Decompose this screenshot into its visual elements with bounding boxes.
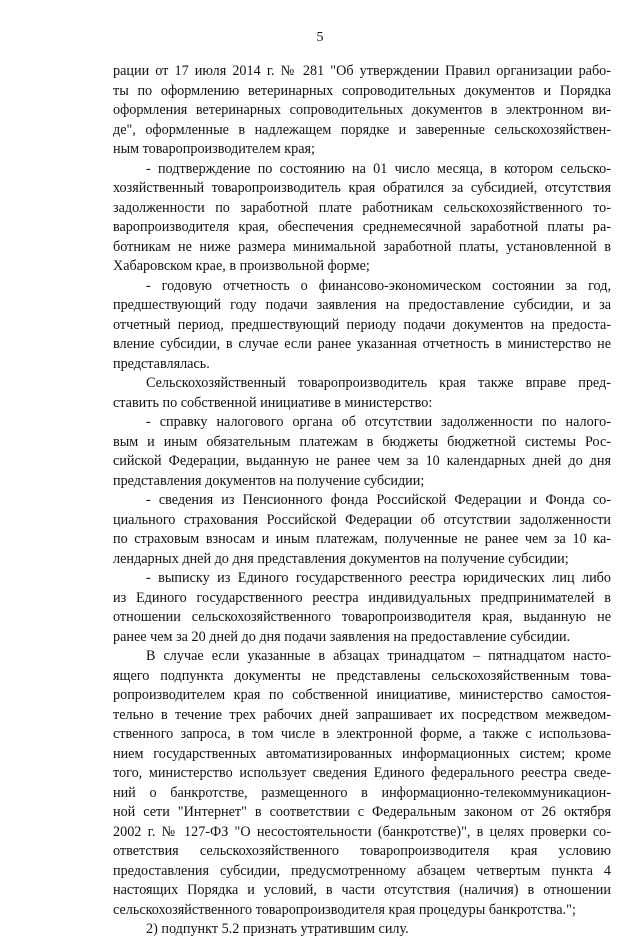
text-line: ящего подпункта документы не представлены сельскохозяйственным това- (113, 667, 611, 684)
text-line: ний о банкротстве, размещенного в информационно-телекоммуникацион- (113, 784, 611, 801)
text-line: ботникам не ниже размера минимальной заработной платы, установленной в (113, 238, 611, 255)
text-line: из Единого государственного реестра индивидуальных предпринимателей в (113, 589, 611, 606)
text-line: тельно в течение трех рабочих дней запрашивает их посредством межведом- (113, 706, 611, 723)
text-line: отчетный период, предшествующий периоду подачи документов на предоста- (113, 316, 611, 333)
text-line: сийской Федерации, выданную не ранее чем за 10 календарных дней до дня (113, 453, 611, 469)
text-line: сельскохозяйственного товаропроизводителя края процедуры банкротства."; (113, 901, 576, 918)
text-line: варопроизводителя края, обеспечения среднемесячной заработной платы ра- (113, 219, 611, 235)
text-line: 2) подпункт 5.2 признать утратившим силу. (146, 921, 409, 937)
text-line: ственного запроса, в том числе в электронной форме, а также с использова- (113, 726, 611, 742)
text-line: того, министерство использует сведения Единого федерального реестра сведе- (113, 765, 611, 781)
text-line: ты по оформлению ветеринарных сопроводительных документов и Порядка (113, 82, 611, 99)
text-line: ответствия сельскохозяйственного товаропроизводителя края условию (113, 843, 611, 859)
text-line: отношении сельскохозяйственного товаропроизводителя края, выданную не (113, 609, 611, 625)
text-line: Сельскохозяйственный товаропроизводитель края также вправе пред- (146, 375, 611, 391)
text-line: ставить по собственной инициативе в министерство: (113, 394, 433, 411)
text-line: - сведения из Пенсионного фонда Российской Федерации и Фонда со- (146, 492, 611, 508)
text-line: рации от 17 июля 2014 г. № 281 "Об утверждении Правил организации рабо- (113, 63, 611, 79)
text-line: ной сети "Интернет" в соответствии с Федеральным законом от 26 октября (113, 804, 611, 820)
text-line: - выписку из Единого государственного реестра юридических лиц либо (146, 570, 611, 586)
text-line: задолженности по заработной плате работникам сельскохозяйственного то- (113, 199, 611, 216)
text-line: ранее чем за 20 дней до дня подачи заявления на предоставление субсидии. (113, 628, 571, 645)
text-line: представления документов на получение субсидии; (113, 472, 425, 489)
page-number: 5 (316, 30, 324, 45)
text-line: настоящих Порядка и условий, в части отсутствия (наличия) в отношении (113, 882, 611, 898)
text-line: циального страхования Российской Федерации об отсутствии задолженности (113, 511, 611, 528)
text-line: В случае если указанные в абзацах тринадцатом – пятнадцатом насто- (146, 648, 611, 664)
text-line: - подтверждение по состоянию на 01 число месяца, в котором сельско- (146, 160, 611, 177)
document-body (113, 62, 611, 940)
text-line: - годовую отчетность о финансово-экономическом состоянии за год, (146, 277, 611, 294)
text-line: вым и иным обязательным платежам в бюджеты бюджетной системы Рос- (113, 433, 611, 450)
text-line: нием государственных автоматизированных информационных систем; кроме (113, 745, 611, 762)
text-line: ропроизводителем края по собственной инициативе, министерство самостоя- (113, 687, 611, 703)
text-line: - справку налогового органа об отсутствии задолженности по налого- (146, 414, 611, 430)
text-line: предшествующий году подачи заявления на предоставление субсидии, и за (113, 297, 611, 313)
text-line: де", оформленные в надлежащем порядке и заверенные сельскохозяйствен- (113, 121, 611, 138)
text-line: Хабаровском крае, в произвольной форме; (113, 258, 370, 274)
text-line: предоставления субсидии, предусмотренному абзацем четвертым пункта 4 (113, 862, 611, 879)
text-line: ным товаропроизводителем края; (113, 141, 315, 157)
text-line: лендарных дней до дня представления документов на получение субсидии; (113, 550, 569, 567)
text-line: по страховым взносам и иным платежам, полученные не ранее чем за 10 ка- (113, 531, 611, 547)
text-line: представлялась. (113, 355, 210, 372)
text-line: хозяйственный товаропроизводитель края обратился за субсидией, отсутствия (113, 180, 611, 196)
text-line: 2002 г. № 127-ФЗ "О несостоятельности (банкротстве)", в целях проверки со- (113, 823, 611, 840)
text-line: оформления ветеринарных сопроводительных документов в электронном ви- (113, 102, 611, 118)
text-line: вление субсидии, в случае если ранее указанная отчетность в министерство не (113, 336, 611, 352)
